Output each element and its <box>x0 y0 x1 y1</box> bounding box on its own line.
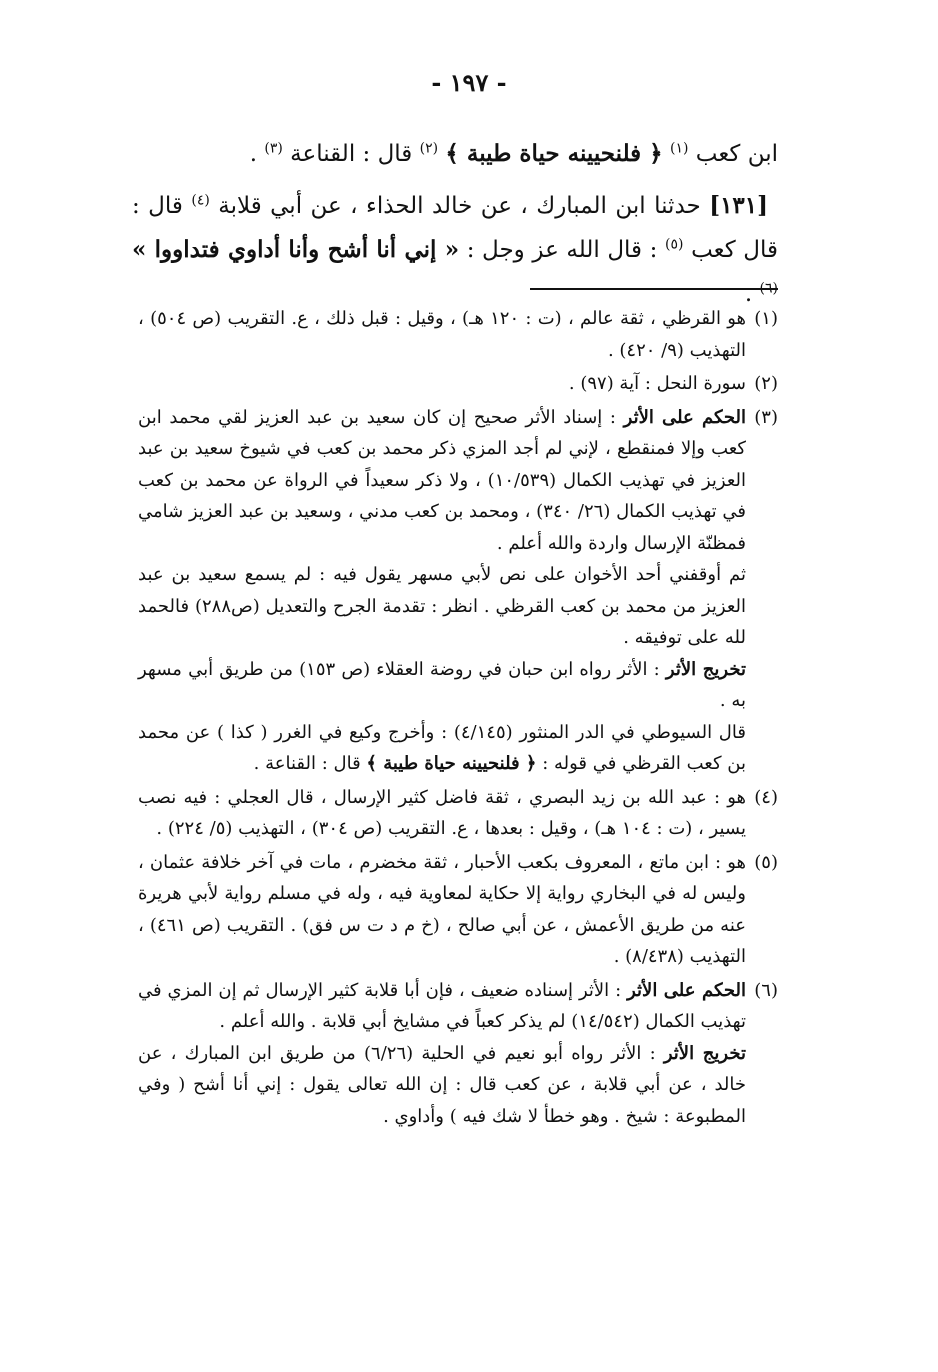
footnote-number: (٦) <box>754 979 778 1001</box>
footnote-ref-2[interactable]: (٢) <box>419 140 439 157</box>
footnote-paragraph <box>138 717 746 780</box>
footnote-takhrij <box>138 654 746 717</box>
footnote-2 <box>138 368 778 400</box>
footnote-1 <box>138 303 778 366</box>
footnote-3 <box>138 402 778 780</box>
footnote-text: هو القرظي ، ثقة عالم ، (ت : ١٢٠ هـ) ، وقيل : قبل ذلك ، ع. التقريب (ص ٥٠٤) ، التهذيب (٩/ ٤٢٠) . <box>138 308 746 361</box>
hukm-label: الحكم على الأثر <box>627 979 746 1001</box>
main-text <box>132 132 778 324</box>
footnote-text: قال السيوطي في الدر المنثور (٤/١٤٥) : وأخرج وكيع في الغرر ( كذا ) عن محمد بن كعب القرظي في قوله : <box>138 721 746 774</box>
footnote-text: : إسناد الأثر صحيح إن كان سعيد بن عبد العزيز لقي محمد ابن كعب وإلا فمنقطع ، لإني لم أجد المزي ذكر محمد بن كعب في شيوخ سعيد بن عبد العزيز في تهذيب الكمال (١٠/٥٣٩) ، ولا ذكر سعيداً في الرواة عن محمد بن كعب في تهذيب الكمال (٢٦/ ٣٤٠) ، ومحمد بن كعب مدني ، وسعيد بن عبد العزيز شامي فمظنّة الإرسال واردة والله أعلم . <box>138 406 746 554</box>
footnote-text: : الأثر رواه أبو نعيم في الحلية (٦/٢٦) من طريق ابن المبارك ، عن خالد ، عن أبي قلابة ، عن كعب قال : إن الله تعالى يقول : إني أنا أشح ( وفي المطبوعة : شيخ . وهو خطأ لا شك فيه ) وأداوي . <box>138 1042 746 1127</box>
main-text-segment: حدثنا ابن المبارك ، عن خالد الحذاء ، عن أبي قلابة <box>218 193 701 219</box>
footnote-text: هو : عبد الله بن زيد البصري ، ثقة فاضل كثير الإرسال ، قال العجلي : فيه نصب يسير ، (ت : ١٠٤ هـ) ، وقيل : بعدها ، ع. التقريب (ص ٣٠٤) ، التهذيب (٥/ ٢٢٤) . <box>138 786 746 839</box>
hukm-label: الحكم على الأثر <box>623 406 746 428</box>
footnote-number: (٥) <box>754 851 778 873</box>
footnote-ref-1[interactable]: (١) <box>669 140 689 157</box>
main-paragraph-1 <box>132 132 778 176</box>
takhrij-label: تخريج الأثر <box>663 1042 746 1064</box>
footnote-ref-3[interactable]: (٣) <box>264 140 283 157</box>
hadith-quote: « إني أنا أشح وأنا أداوي فتداووا » <box>132 236 460 263</box>
footnote-6 <box>138 975 778 1133</box>
footnote-number: (٤) <box>754 786 778 808</box>
footnote-paragraph: ثم أوقفني أحد الأخوان على نص لأبي مسهر يقول فيه : لم يسمع سعيد بن عبد العزيز من محمد بن كعب القرظي . انظر : تقدمة الجرح والتعديل (ص٢٨٨) فالحمد لله على توفيقه . <box>138 564 747 648</box>
footnote-number: (١) <box>754 308 778 329</box>
footnote-ref-4[interactable]: (٤) <box>191 192 210 209</box>
footnote-ref-5[interactable]: (٥) <box>665 236 684 253</box>
footnote-takhrij <box>138 1038 746 1133</box>
main-paragraph-2 <box>132 184 778 316</box>
footnote-hukm <box>138 975 746 1038</box>
quran-quote: ﴿ فلنحيينه حياة طيبة ﴾ <box>445 140 663 167</box>
main-text-segment: ابن كعب <box>695 141 778 167</box>
footnote-5 <box>138 847 778 973</box>
footnote-number: (٣) <box>754 406 778 428</box>
takhrij-label: تخريج الأثر <box>665 658 746 680</box>
footnote-ref-6[interactable]: (٦) <box>759 280 778 297</box>
main-text-segment: قال : قال كعب <box>132 193 779 263</box>
footnote-hukm <box>138 402 746 560</box>
footnote-text: قال : القناعة . <box>253 753 361 774</box>
main-text-segment: . <box>249 141 258 167</box>
footnote-text: سورة النحل : آية (٩٧) . <box>568 373 746 394</box>
quran-quote: ﴿ فلنحيينه حياة طيبة ﴾ <box>366 753 537 774</box>
main-text-segment: قال : القناعة <box>290 141 413 167</box>
athar-number: [١٣١] <box>709 192 769 219</box>
footnote-text: : الأثر إسناده ضعيف ، فإن أبا قلابة كثير الإرسال ثم إن المزي في تهذيب الكمال (١٤/٥٤٢) لم يذكر كعباً في مشايخ أبي قلابة . والله أعلم . <box>138 979 746 1032</box>
footnote-separator <box>530 288 778 290</box>
footnote-text: هو : ابن ماتع ، المعروف بكعب الأحبار ، ثقة مخضرم ، مات في آخر خلافة عثمان ، وليس له في البخاري رواية إلا حكاية لمعاوية فيه ، وله في مسلم رواية لأبي هريرة عنه من طريق الأعمش ، عن أبي صالح ، (خ م د ت س فق) . التقريب (ص ٤٦١) ، التهذيب (٨/٤٣٨) . <box>138 851 747 967</box>
footnotes <box>138 303 778 1134</box>
footnote-text: : الأثر رواه ابن حبان في روضة العقلاء (ص ١٥٣) من طريق أبي مسهر به . <box>138 658 746 711</box>
footnote-4 <box>138 782 778 845</box>
footnote-number: (٢) <box>754 373 778 394</box>
main-text-segment: . <box>744 281 753 307</box>
page-number: - ١٩٧ - <box>431 68 507 97</box>
main-text-segment: : قال الله عز وجل : <box>466 237 658 263</box>
